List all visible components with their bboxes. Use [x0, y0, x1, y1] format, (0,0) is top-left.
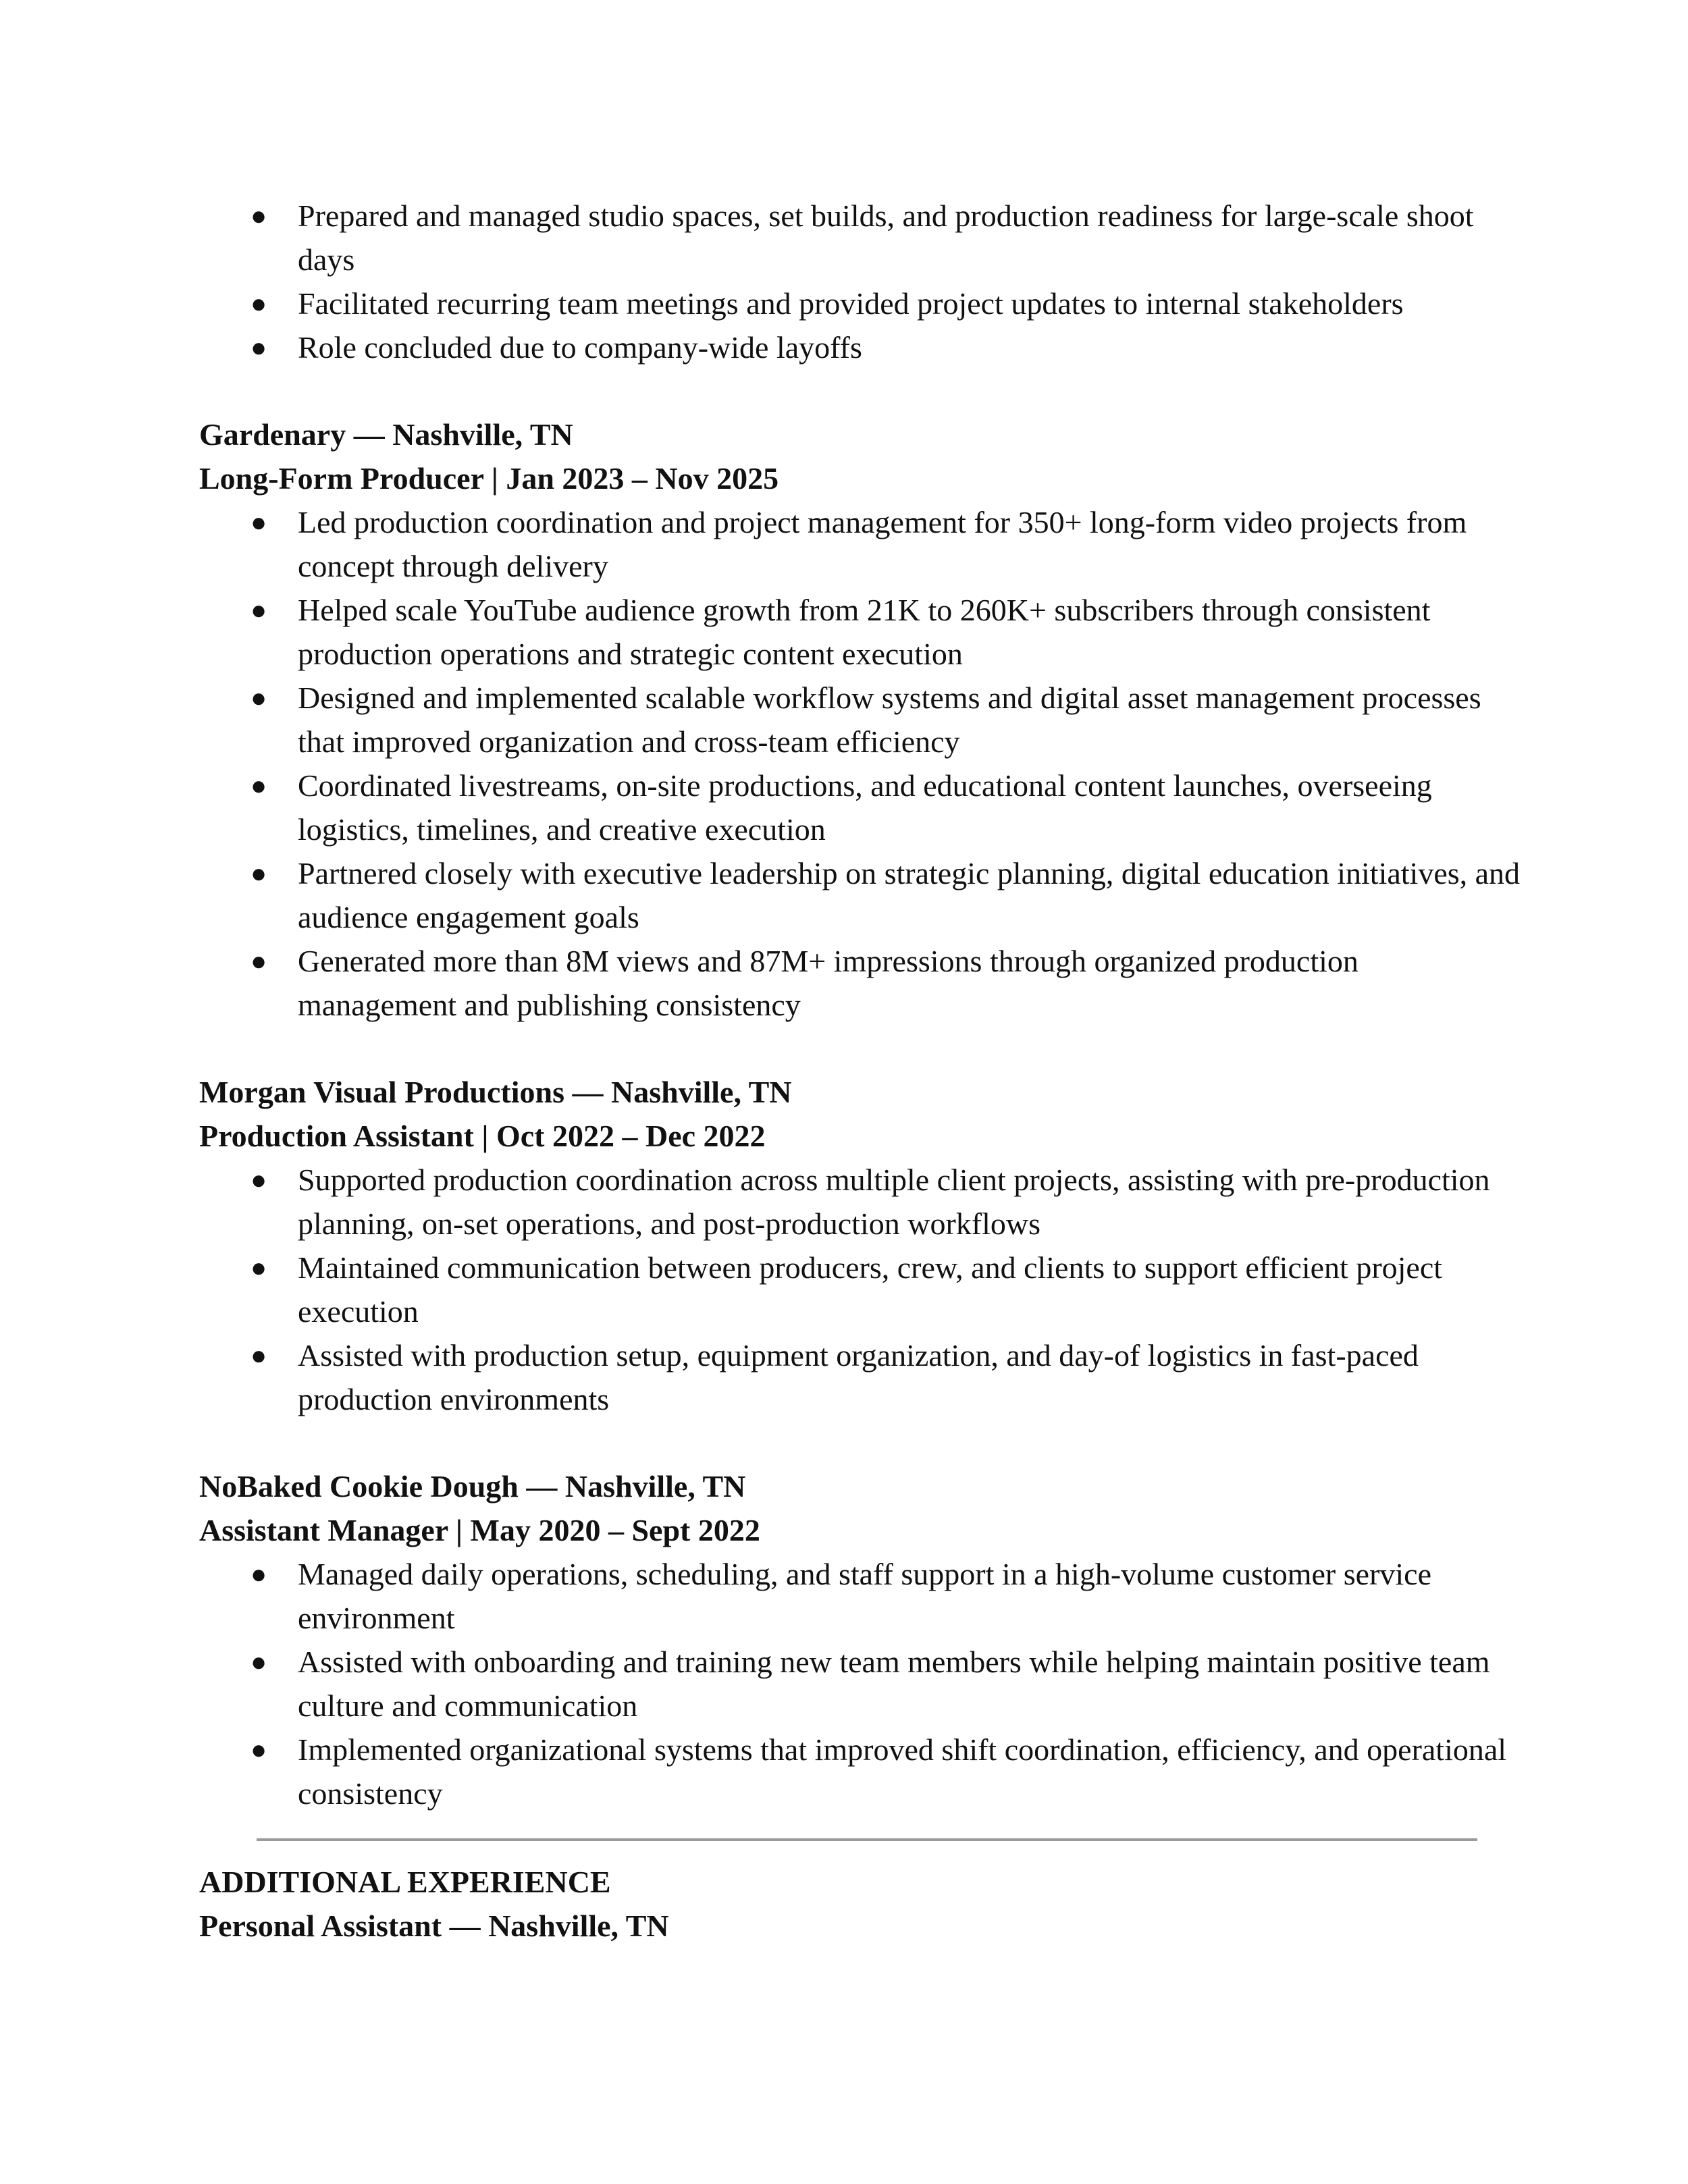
bullet-text: Partnered closely with executive leadership on strategic planning, digital education initiatives, and audience engagement goals: [298, 856, 1521, 934]
bullet-item: [199, 1333, 1523, 1421]
bullet-dot-icon: ●: [250, 288, 267, 319]
bullet-dot-icon: ●: [250, 1340, 267, 1370]
bullet-item: [199, 500, 1523, 588]
bullet-dot-icon: ●: [250, 507, 267, 537]
bullet-dot-icon: ●: [250, 332, 267, 363]
bullet-item: [199, 325, 1523, 369]
job-company: Morgan Visual Productions — Nashville, TN: [199, 1075, 792, 1109]
job-bullet-list: [199, 500, 1523, 1027]
bullet-item: [199, 1640, 1523, 1728]
job-morgan-visual-productions: [199, 1070, 1523, 1421]
bullet-item: [199, 1246, 1523, 1333]
bullet-text: Maintained communication between producers, crew, and clients to support efficient project execution: [298, 1250, 1443, 1329]
bullet-item: [199, 588, 1523, 676]
bullet-item: [199, 851, 1523, 939]
job-role: Production Assistant | Oct 2022 – Dec 2022: [199, 1119, 766, 1153]
bullet-text: Designed and implemented scalable workflow systems and digital asset management processes that improved organization and cross-team efficiency: [298, 681, 1481, 759]
bullet-text: Implemented organizational systems that improved shift coordination, efficiency, and operational consistency: [298, 1732, 1507, 1811]
bullet-dot-icon: ●: [250, 1734, 267, 1765]
bullet-dot-icon: ●: [250, 858, 267, 888]
job-bullet-list: [199, 1158, 1523, 1421]
experience-content: [199, 194, 1523, 1815]
bullet-dot-icon: ●: [250, 1165, 267, 1195]
bullet-item: [199, 939, 1523, 1027]
bullet-text: Coordinated livestreams, on-site productions, and educational content launches, overseeing logistics, timelines, and creative execution: [298, 768, 1432, 847]
bullet-item: [199, 282, 1523, 325]
bullet-item: [199, 764, 1523, 851]
bullet-dot-icon: ●: [250, 683, 267, 713]
bullet-dot-icon: ●: [250, 1559, 267, 1589]
job-nobaked-cookie-dough: [199, 1464, 1523, 1815]
bullet-text: Prepared and managed studio spaces, set builds, and production readiness for large-scale shoot days: [298, 198, 1474, 277]
bullet-dot-icon: ●: [250, 1647, 267, 1677]
bullet-text: Led production coordination and project management for 350+ long-form video projects from concept through delivery: [298, 505, 1467, 583]
bullet-text: Helped scale YouTube audience growth from 21K to 260K+ subscribers through consistent production operations and strategic content execution: [298, 593, 1431, 671]
section-title: ADDITIONAL EXPERIENCE: [199, 1865, 611, 1899]
bullet-text: Managed daily operations, scheduling, and staff support in a high-volume customer service environment: [298, 1557, 1431, 1635]
bullet-dot-icon: ●: [250, 770, 267, 801]
bullet-dot-icon: ●: [250, 595, 267, 625]
bullet-text: Role concluded due to company-wide layoffs: [298, 330, 862, 365]
section-divider: [257, 1838, 1477, 1841]
job-role: Long-Form Producer | Jan 2023 – Nov 2025: [199, 461, 779, 496]
bullet-item: [199, 1552, 1523, 1640]
additional-role-title: Personal Assistant — Nashville, TN: [199, 1909, 669, 1943]
bullet-dot-icon: ●: [250, 946, 267, 976]
bullet-text: Generated more than 8M views and 87M+ impressions through organized production management and publishing consistency: [298, 944, 1359, 1022]
bullet-item: [199, 194, 1523, 282]
bullet-text: Facilitated recurring team meetings and provided project updates to internal stakeholders: [298, 286, 1404, 321]
intro-bullet-list: [199, 194, 1523, 369]
bullet-dot-icon: ●: [250, 1252, 267, 1283]
bullet-text: Supported production coordination across multiple client projects, assisting with pre-production planning, on-set operations, and post-production workflows: [298, 1163, 1490, 1241]
bullet-item: [199, 676, 1523, 764]
job-gardenary: [199, 412, 1523, 1027]
job-role: Assistant Manager | May 2020 – Sept 2022: [199, 1513, 760, 1547]
additional-experience-section: [199, 1860, 1523, 1948]
bullet-text: Assisted with production setup, equipment organization, and day-of logistics in fast-paced production environments: [298, 1338, 1419, 1416]
job-bullet-list: [199, 1552, 1523, 1815]
bullet-item: [199, 1158, 1523, 1246]
job-company: NoBaked Cookie Dough — Nashville, TN: [199, 1469, 746, 1503]
job-company: Gardenary — Nashville, TN: [199, 417, 573, 452]
bullet-dot-icon: ●: [250, 201, 267, 231]
bullet-item: [199, 1728, 1523, 1815]
bullet-text: Assisted with onboarding and training new team members while helping maintain positive team culture and communication: [298, 1645, 1490, 1723]
